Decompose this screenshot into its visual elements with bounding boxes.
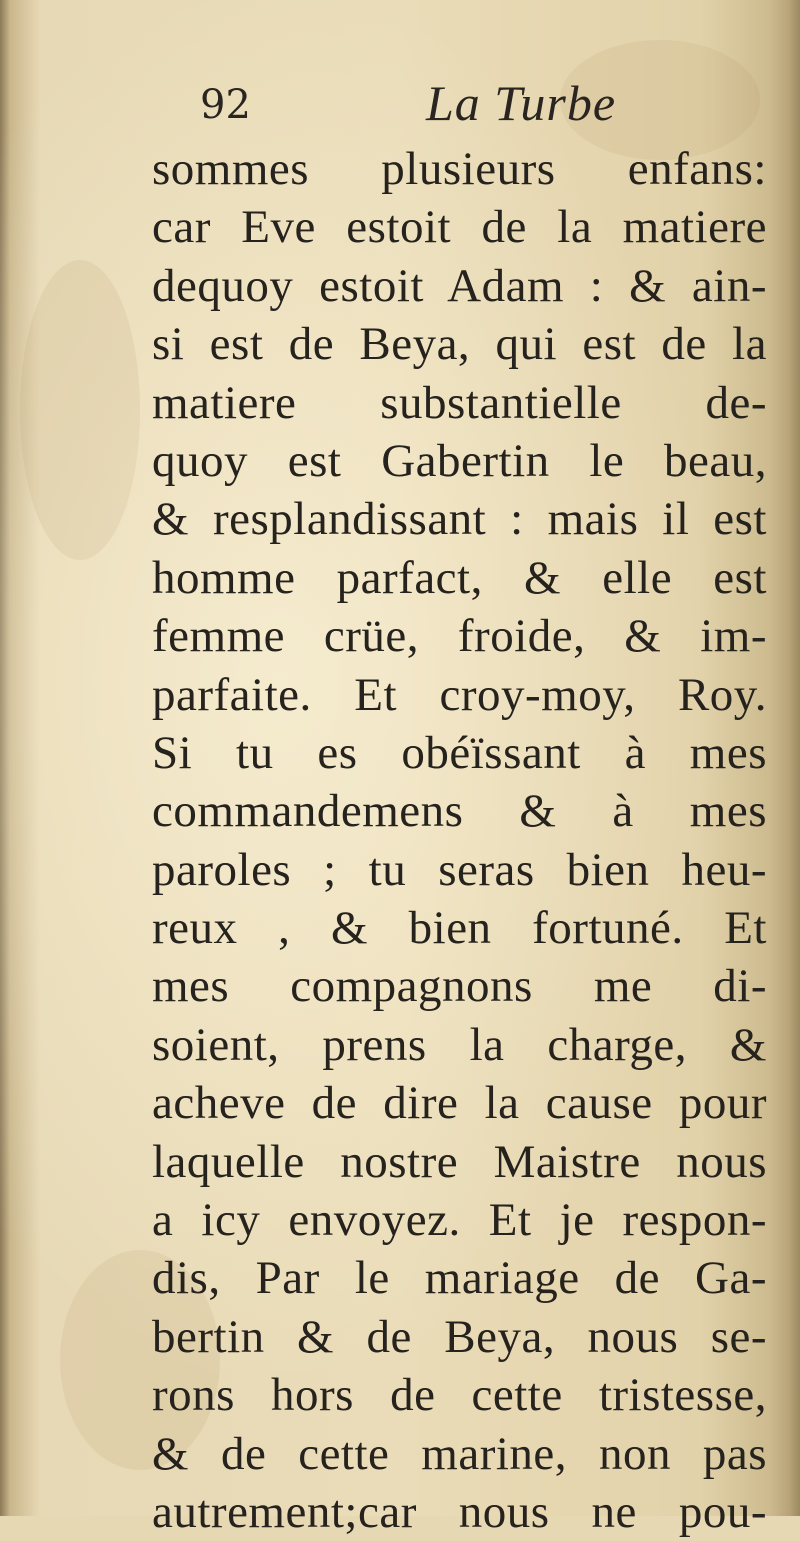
page-number: 92 (200, 82, 251, 128)
text-line: & resplandissant : mais il est (152, 493, 767, 546)
text-line: dequoy estoit Adam : & ain- (152, 259, 767, 312)
text-line: parfaite. Et croy-moy, Roy. (152, 668, 767, 721)
text-line: quoy est Gabertin le beau, (152, 434, 767, 487)
body-text (152, 140, 767, 1541)
text-line: acheve de dire la cause pour (152, 1077, 767, 1130)
text-line: a icy envoyez. Et je respon- (152, 1194, 767, 1247)
text-line: autrement;car nous ne pou- (152, 1485, 767, 1538)
text-line: bertin & de Beya, nous se- (152, 1310, 767, 1363)
text-line: reux , & bien fortuné. Et (152, 902, 767, 955)
text-line: commandemens & à mes (152, 785, 767, 838)
text-line: si est de Beya, qui est de la (152, 318, 767, 371)
text-line: & de cette marine, non pas (152, 1427, 767, 1480)
text-line: car Eve estoit de la matiere (152, 201, 767, 254)
text-line: rons hors de cette tristesse, (152, 1369, 767, 1422)
text-line: soient, prens la charge, & (152, 1018, 767, 1071)
text-line: sommes plusieurs enfans: (152, 143, 767, 195)
text-line: femme crüe, froide, & im- (152, 610, 767, 663)
text-line: homme parfact, & elle est (152, 551, 767, 604)
running-head (200, 74, 760, 134)
text-line: matiere substantielle de- (152, 376, 767, 429)
text-line: mes compagnons me di- (152, 960, 767, 1013)
text-line: laquelle nostre Maistre nous (152, 1135, 767, 1188)
running-title: La Turbe (426, 75, 617, 131)
text-line: paroles ; tu seras bien heu- (152, 843, 767, 896)
paper-stain (20, 260, 140, 560)
text-line: Si tu es obéïssant à mes (152, 726, 767, 779)
text-line: dis, Par le mariage de Ga- (152, 1252, 767, 1305)
